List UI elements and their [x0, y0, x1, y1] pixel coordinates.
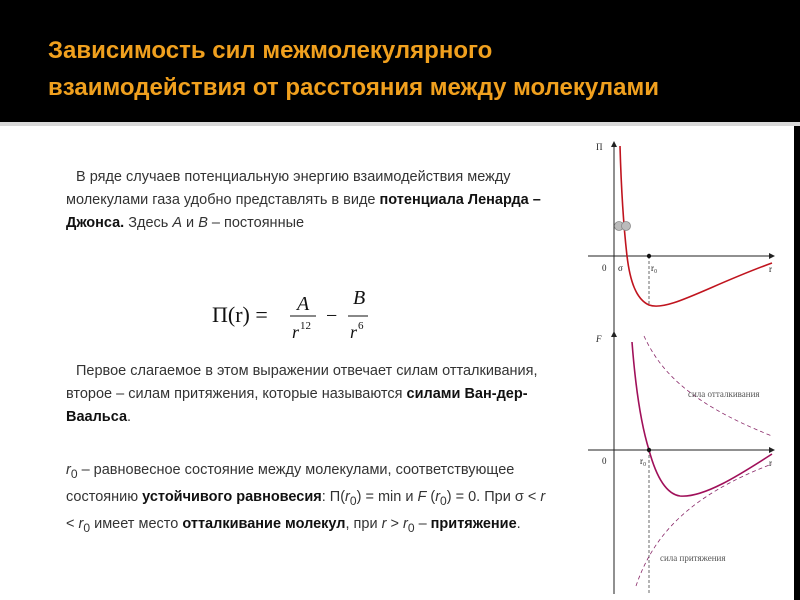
repulsion-term: отталкивание молекул	[182, 515, 346, 532]
potential-x-label: r	[769, 264, 772, 274]
formula-num-b: B	[353, 288, 366, 309]
formula-num-a: A	[297, 293, 310, 315]
force-r0-label: r₀	[640, 456, 647, 466]
attraction-term: притяжение	[430, 515, 517, 532]
potential-r0-label: r₀	[651, 263, 658, 273]
stable-equilibrium-term: устойчивого равновесия	[142, 488, 322, 505]
formula-lhs: Π(r) =	[212, 302, 268, 327]
right-border	[794, 126, 800, 600]
paragraph-equilibrium: $r_0$ – равновесное состояние между молекулами, соответствующее состоянию устойчивого равновесия: $П(r_0) = \min и$ F $(r_0) = 0$. При $\sigma < r < r_0$ имеет место отталкивание молекул, при $r > r_0$ – притяжение.	[66, 462, 546, 535]
potential-force-graphs	[588, 136, 788, 594]
force-y-label: F	[596, 334, 602, 344]
lennard-jones-formula	[212, 288, 392, 344]
paragraph-lennard-jones: В ряде случаев потенциальную энергию взаимодействия между молекулами газа удобно представлять в виде потенциала Ленарда – Джонса. Здесь A и B – постоянные	[66, 169, 541, 231]
formula-den-r1: r	[292, 322, 300, 342]
potential-origin-label: 0	[602, 263, 607, 273]
paragraph-van-der-waals: Первое слагаемое в этом выражении отвечает силам отталкивания, второе – силам притяжения, которые называются силами Ван-дер-Ваальса.	[66, 363, 538, 425]
formula-exp-12: 12	[300, 320, 311, 332]
attraction-dashed-curve	[636, 464, 772, 586]
repulsion-label: сила отталкивания	[688, 389, 760, 399]
potential-sigma-label: σ	[618, 263, 623, 273]
force-r0-point	[647, 448, 651, 452]
molecule-icon	[622, 222, 631, 231]
force-origin-label: 0	[602, 456, 607, 466]
van-der-waals-term: силами Ван-дер-Ваальса	[66, 386, 528, 425]
lennard-jones-term: потенциала Ленарда – Джонса.	[66, 192, 541, 231]
title-line-1: Зависимость сил межмолекулярного	[48, 37, 493, 64]
formula-minus: −	[326, 305, 338, 327]
potential-y-label: Π	[596, 142, 603, 152]
formula-exp-6: 6	[358, 320, 364, 332]
force-x-label: r	[769, 458, 772, 468]
title-line-2: взаимодействия от расстояния между молекулами	[48, 74, 660, 101]
force-curve	[632, 342, 772, 496]
slide-title	[48, 32, 768, 106]
potential-graph	[588, 142, 774, 456]
repulsion-dashed-curve	[644, 336, 772, 436]
attraction-label: сила притяжения	[660, 553, 726, 563]
potential-curve	[620, 146, 772, 306]
force-graph	[588, 332, 774, 594]
title-bar	[0, 0, 800, 126]
potential-r0-point	[647, 254, 651, 258]
formula-den-r2: r	[350, 322, 358, 342]
